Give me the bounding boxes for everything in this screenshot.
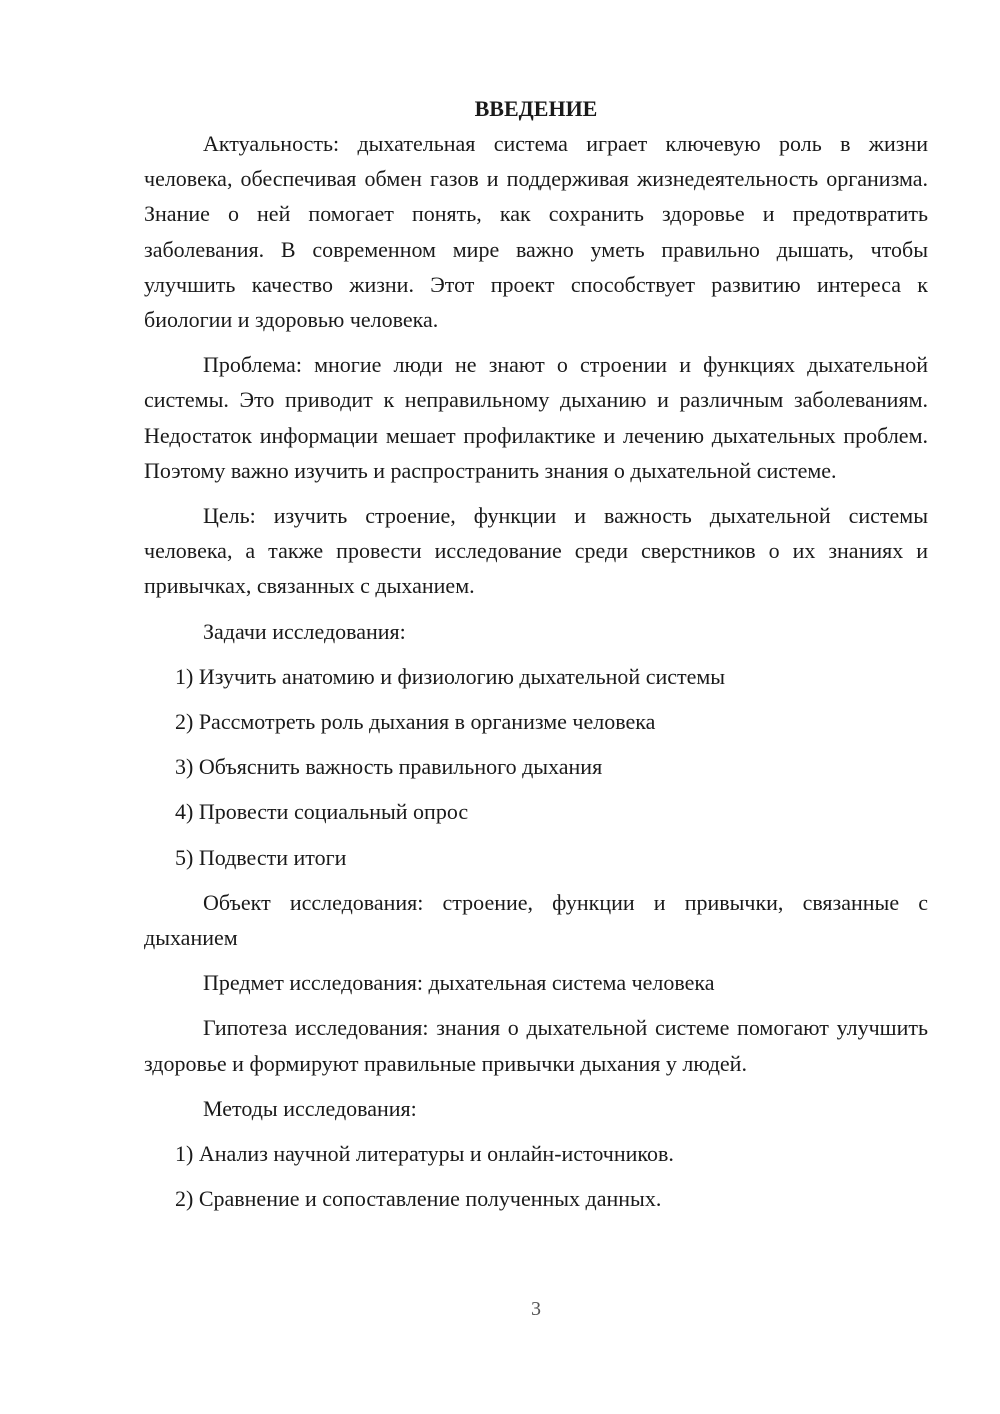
method-item-1: 1) Анализ научной литературы и онлайн-источников. xyxy=(175,1141,674,1167)
page-number: 3 xyxy=(531,1298,541,1320)
task-item-4: 4) Провести социальный опрос xyxy=(175,799,469,825)
task-item-3: 3) Объяснить важность правильного дыхания xyxy=(175,754,603,780)
relevance-paragraph: Актуальность: дыхательная система играет ключевую роль в жизни человека, обеспечивая обмен газов и поддерживая жизнедеятельность организма. Знание о ней помогает понять, как сохранить здоровье и предотвратить заболевания. В современном мире важно уметь правильно дышать, чтобы улучшить качество жизни. Этот проект способствует развитию интереса к биологии и здоровью человека. xyxy=(144,131,928,333)
task-item-2: 2) Рассмотреть роль дыхания в организме человека xyxy=(175,709,656,735)
task-item-1: 1) Изучить анатомию и физиологию дыхательной системы xyxy=(175,663,726,689)
document-page xyxy=(144,92,928,1226)
subject-paragraph: Предмет исследования: дыхательная система человека xyxy=(203,970,715,996)
methods-heading: Методы исследования: xyxy=(203,1095,417,1121)
hypothesis-paragraph: Гипотеза исследования: знания о дыхательной системе помогают улучшить здоровье и формируют правильные привычки дыхания у людей. xyxy=(144,1015,928,1076)
tasks-heading: Задачи исследования: xyxy=(203,618,406,644)
task-item-5: 5) Подвести итоги xyxy=(175,844,347,870)
goal-paragraph: Цель: изучить строение, функции и важность дыхательной системы человека, а также провести исследование среди сверстников о их знаниях и привычках, связанных с дыханием. xyxy=(144,503,928,599)
problem-paragraph: Проблема: многие люди не знают о строении и функциях дыхательной системы. Это приводит к неправильному дыханию и различным заболеваниям. Недостаток информации мешает профилактике и лечению дыхательных проблем. Поэтому важно изучить и распространить знания о дыхательной системе. xyxy=(144,352,928,483)
method-item-2: 2) Сравнение и сопоставление полученных данных. xyxy=(175,1186,662,1212)
object-paragraph: Объект исследования: строение, функции и привычки, связанные с дыханием xyxy=(144,889,928,951)
section-title: ВВЕДЕНИЕ xyxy=(474,96,598,121)
